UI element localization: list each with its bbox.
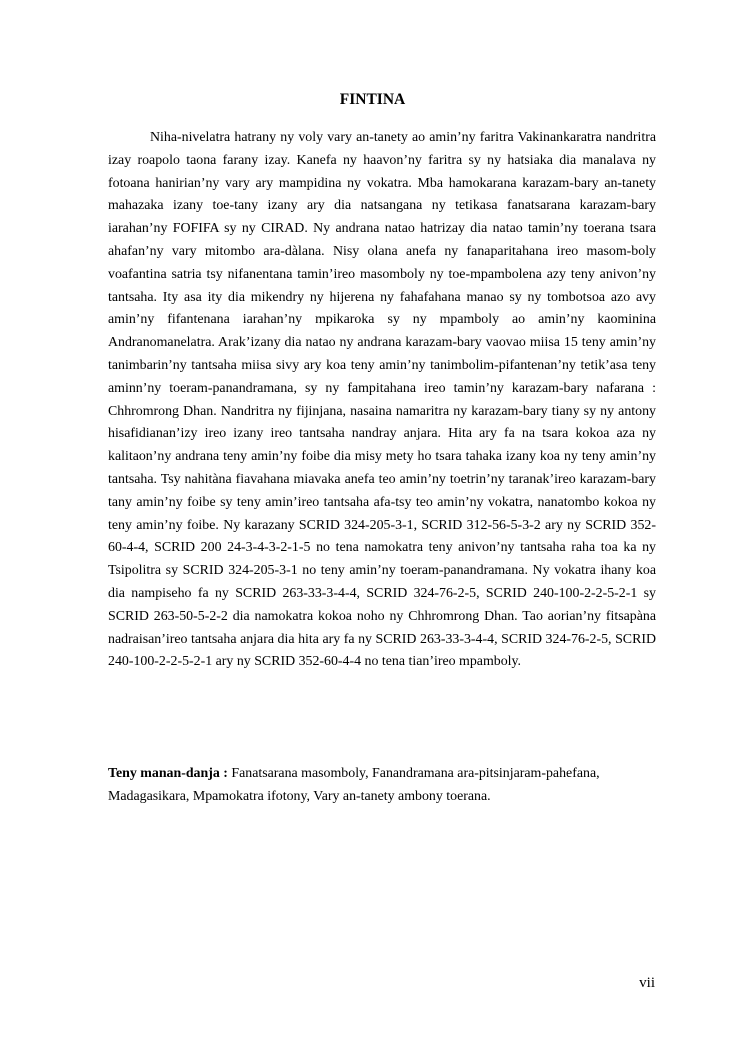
abstract-paragraph: Niha-nivelatra hatrany ny voly vary an-tanety ao amin’ny faritra Vakinankaratra nandritra izay roapolo taona farany izay. Kanefa ny haavon’ny faritra sy ny hatsiaka dia manalava ny fotoana hanirian’ny vary ary mampidina ny vokatra. Mba hamokarana karazam-bary an-tanety mahazaka izany toe-tany izany ary dia natsangana ny tetikasa fanatsarana karazam-bary iarahan’ny FOFIFA sy ny CIRAD. Ny andrana natao hatrizay dia natao tamin’ny toerana tsara ahafan’ny vary mitombo ara-dàlana. Nisy olana anefa ny fanaparitahana ireo masom-boly voafantina satria tsy nifanentana tamin’ireo masomboly ny toe-mpambolena azy teny anivon’ny tantsaha. Ity asa ity dia mikendry ny hijerena ny fahafahana manao sy ny tombotsoa azo avy amin’ny fifantenana iarahan’ny mpikaroka sy ny mpamboly ao amin’ny kaominina Andranomanelatra. Arak’izany dia natao ny andrana karazam-bary vaovao miisa 15 teny amin’ny tanimbarin’ny tantsaha miisa sivy ary koa teny amin’ny tanimbolim-pifantenan’ny tetik’asa teny aminn’ny toeram-panandramana, sy ny fampitahana ireo tamin’ny karazam-bary nafarana : Chhromrong Dhan. Nandritra ny fijinjana, nasaina namaritra ny karazam-bary tiany sy ny antony hisafidianan’izy ireo izany ireo tantsaha nandray anjara. Hita ary fa na tsara kokoa aza ny kalitaon’ny andrana teny amin’ny foibe dia misy mety ho tsara tahaka izany koa ny teny amin’ny tantsaha. Tsy nahitàna fiavahana miavaka anefa teo amin’ny toetrin’ny taranak’ireo karazam-bary tany amin’ny foibe sy teny amin’ireo tantsaha afa-tsy teo amin’ny vokatra, nanatombo kokoa ny teny amin’ny foibe. Ny karazany SCRID 324-205-3-1, SCRID 312-56-5-3-2 ary ny SCRID 352-60-4-4, SCRID 200 24-3-4-3-2-1-5 no tena namokatra teny anivon’ny tantsaha raha toa ka ny Tsipolitra sy SCRID 324-205-3-1 no teny amin’ny toeram-panandramana. Ny vokatra ihany koa dia nampiseho fa ny SCRID 263-33-3-4-4, SCRID 324-76-2-5, SCRID 240-100-2-2-5-2-1 sy SCRID 263-50-5-2-2 dia namokatra kokoa noho ny Chhromrong Dhan. Tao aorian’ny fitsapàna nadraisan’ireo tantsaha anjara dia hita ary fa ny SCRID 263-33-3-4-4, SCRID 324-76-2-5, SCRID 240-100-2-2-5-2-1 ary ny SCRID 352-60-4-4 no tena tian’ireo mpamboly. (108, 130, 656, 670)
keywords-text: Fanatsarana masomboly, Fanandramana ara-pitsinjaram-pahefana, Madagasikara, Mpamokatra ifotony, Vary an-tanety ambony toerana. (108, 766, 600, 804)
page-number: vii (639, 975, 655, 991)
keywords-label: Teny manan-danja : (108, 766, 228, 781)
page-title: FINTINA (339, 91, 406, 108)
keywords-paragraph (108, 763, 656, 808)
